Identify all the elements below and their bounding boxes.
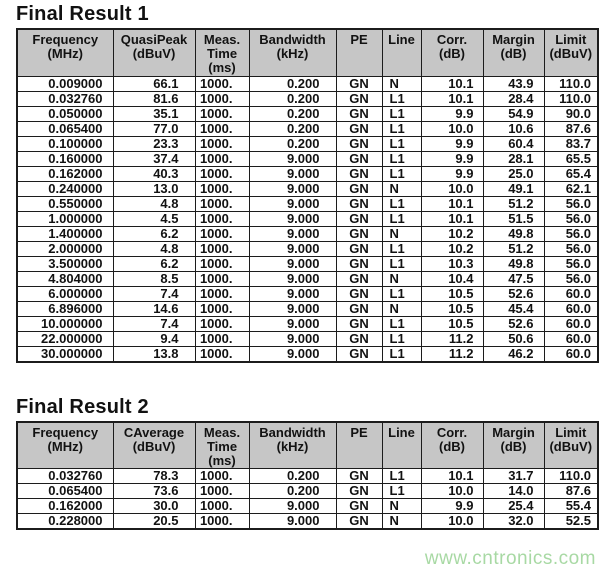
cell-caverage: 30.0 [113, 499, 195, 514]
cell-pe: GN [336, 196, 382, 211]
cell-frequency: 30.000000 [17, 346, 113, 362]
column-header-bandwidth: Bandwidth (kHz) [249, 29, 336, 76]
cell-meas-time: 1000. [195, 301, 249, 316]
cell-margin: 52.6 [483, 316, 544, 331]
cell-pe: GN [336, 166, 382, 181]
cell-quasipeak: 14.6 [113, 301, 195, 316]
cell-corr: 10.5 [421, 316, 483, 331]
cell-margin: 14.0 [483, 484, 544, 499]
cell-pe: GN [336, 514, 382, 530]
cell-margin: 49.8 [483, 256, 544, 271]
cell-corr: 10.0 [421, 514, 483, 530]
cell-margin: 51.2 [483, 196, 544, 211]
cell-pe: GN [336, 286, 382, 301]
column-header-limit: Limit (dBuV) [544, 422, 598, 469]
final-result-1-table [16, 28, 599, 363]
cell-meas-time: 1000. [195, 196, 249, 211]
cell-frequency: 3.500000 [17, 256, 113, 271]
cell-corr: 10.1 [421, 76, 483, 91]
cell-margin: 49.1 [483, 181, 544, 196]
cell-frequency: 0.050000 [17, 106, 113, 121]
cell-bandwidth: 9.000 [249, 331, 336, 346]
cell-line: L1 [382, 106, 421, 121]
cell-meas-time: 1000. [195, 121, 249, 136]
cell-limit: 62.1 [544, 181, 598, 196]
table-title-final-result-1: Final Result 1 [16, 3, 149, 25]
cell-frequency: 0.032760 [17, 91, 113, 106]
cell-line: L1 [382, 484, 421, 499]
table-row [17, 241, 598, 256]
cell-limit: 65.4 [544, 166, 598, 181]
cell-bandwidth: 9.000 [249, 271, 336, 286]
cell-corr: 10.3 [421, 256, 483, 271]
cell-corr: 10.1 [421, 469, 483, 484]
cell-meas-time: 1000. [195, 181, 249, 196]
cell-quasipeak: 4.8 [113, 241, 195, 256]
cell-limit: 56.0 [544, 211, 598, 226]
cell-margin: 51.2 [483, 241, 544, 256]
cell-corr: 10.5 [421, 286, 483, 301]
column-header-caverage: CAverage (dBuV) [113, 422, 195, 469]
column-header-frequency: Frequency (MHz) [17, 422, 113, 469]
table-body [17, 76, 598, 362]
cell-limit: 65.5 [544, 151, 598, 166]
table-row [17, 181, 598, 196]
cell-frequency: 22.000000 [17, 331, 113, 346]
table-row [17, 256, 598, 271]
table-row [17, 286, 598, 301]
cell-corr: 9.9 [421, 151, 483, 166]
cell-quasipeak: 37.4 [113, 151, 195, 166]
cell-quasipeak: 6.2 [113, 256, 195, 271]
cell-limit: 60.0 [544, 301, 598, 316]
cell-quasipeak: 6.2 [113, 226, 195, 241]
header-row [17, 422, 598, 469]
cell-line: N [382, 271, 421, 286]
cell-limit: 56.0 [544, 256, 598, 271]
cell-margin: 51.5 [483, 211, 544, 226]
table-row [17, 196, 598, 211]
table-row [17, 514, 598, 530]
table-row [17, 301, 598, 316]
cell-margin: 28.4 [483, 91, 544, 106]
table-row [17, 346, 598, 362]
cell-line: N [382, 76, 421, 91]
cell-margin: 25.4 [483, 499, 544, 514]
cell-line: L1 [382, 166, 421, 181]
cell-line: L1 [382, 316, 421, 331]
cell-corr: 10.0 [421, 181, 483, 196]
table-row [17, 166, 598, 181]
cell-line: L1 [382, 241, 421, 256]
final-result-2-table [16, 421, 599, 531]
watermark-text: www.cntronics.com [424, 548, 596, 569]
cell-quasipeak: 13.0 [113, 181, 195, 196]
header-row [17, 29, 598, 76]
table-row [17, 484, 598, 499]
cell-margin: 54.9 [483, 106, 544, 121]
column-header-line: Line [382, 29, 421, 76]
cell-margin: 10.6 [483, 121, 544, 136]
cell-line: L1 [382, 196, 421, 211]
cell-margin: 32.0 [483, 514, 544, 530]
cell-limit: 60.0 [544, 316, 598, 331]
cell-frequency: 0.240000 [17, 181, 113, 196]
cell-meas-time: 1000. [195, 106, 249, 121]
cell-meas-time: 1000. [195, 226, 249, 241]
cell-meas-time: 1000. [195, 241, 249, 256]
cell-quasipeak: 81.6 [113, 91, 195, 106]
cell-corr: 10.1 [421, 91, 483, 106]
cell-bandwidth: 9.000 [249, 499, 336, 514]
cell-bandwidth: 9.000 [249, 166, 336, 181]
cell-bandwidth: 9.000 [249, 151, 336, 166]
column-header-frequency: Frequency (MHz) [17, 29, 113, 76]
cell-margin: 52.6 [483, 286, 544, 301]
cell-pe: GN [336, 106, 382, 121]
table-row [17, 91, 598, 106]
cell-pe: GN [336, 136, 382, 151]
cell-meas-time: 1000. [195, 346, 249, 362]
cell-quasipeak: 23.3 [113, 136, 195, 151]
cell-limit: 60.0 [544, 286, 598, 301]
cell-limit: 87.6 [544, 121, 598, 136]
cell-bandwidth: 9.000 [249, 181, 336, 196]
table-row [17, 331, 598, 346]
cell-limit: 60.0 [544, 346, 598, 362]
cell-pe: GN [336, 256, 382, 271]
cell-pe: GN [336, 241, 382, 256]
column-header-margin: Margin (dB) [483, 422, 544, 469]
table-row [17, 226, 598, 241]
cell-meas-time: 1000. [195, 286, 249, 301]
cell-meas-time: 1000. [195, 256, 249, 271]
cell-bandwidth: 0.200 [249, 484, 336, 499]
cell-limit: 56.0 [544, 196, 598, 211]
cell-margin: 60.4 [483, 136, 544, 151]
column-header-pe: PE [336, 29, 382, 76]
table-row [17, 316, 598, 331]
cell-line: L1 [382, 256, 421, 271]
cell-frequency: 0.032760 [17, 469, 113, 484]
cell-pe: GN [336, 469, 382, 484]
cell-frequency: 0.160000 [17, 151, 113, 166]
cell-meas-time: 1000. [195, 166, 249, 181]
column-header-pe: PE [336, 422, 382, 469]
table-row [17, 76, 598, 91]
cell-bandwidth: 9.000 [249, 286, 336, 301]
cell-frequency: 0.009000 [17, 76, 113, 91]
column-header-limit: Limit (dBuV) [544, 29, 598, 76]
cell-meas-time: 1000. [195, 136, 249, 151]
final-result-1-section [16, 3, 600, 363]
cell-margin: 43.9 [483, 76, 544, 91]
cell-line: N [382, 301, 421, 316]
cell-quasipeak: 35.1 [113, 106, 195, 121]
cell-line: L1 [382, 121, 421, 136]
cell-frequency: 0.162000 [17, 499, 113, 514]
cell-line: L1 [382, 331, 421, 346]
cell-margin: 25.0 [483, 166, 544, 181]
cell-line: N [382, 514, 421, 530]
cell-corr: 10.0 [421, 121, 483, 136]
cell-bandwidth: 0.200 [249, 136, 336, 151]
cell-quasipeak: 4.5 [113, 211, 195, 226]
cell-line: L1 [382, 211, 421, 226]
cell-pe: GN [336, 271, 382, 286]
cell-limit: 110.0 [544, 469, 598, 484]
table-row [17, 121, 598, 136]
cell-corr: 10.4 [421, 271, 483, 286]
cell-bandwidth: 0.200 [249, 76, 336, 91]
cell-margin: 28.1 [483, 151, 544, 166]
cell-quasipeak: 13.8 [113, 346, 195, 362]
cell-line: L1 [382, 91, 421, 106]
cell-frequency: 0.065400 [17, 484, 113, 499]
cell-pe: GN [336, 181, 382, 196]
cell-margin: 47.5 [483, 271, 544, 286]
cell-quasipeak: 40.3 [113, 166, 195, 181]
cell-limit: 55.4 [544, 499, 598, 514]
cell-quasipeak: 4.8 [113, 196, 195, 211]
cell-quasipeak: 8.5 [113, 271, 195, 286]
cell-pe: GN [336, 316, 382, 331]
cell-pe: GN [336, 484, 382, 499]
cell-frequency: 0.065400 [17, 121, 113, 136]
cell-meas-time: 1000. [195, 484, 249, 499]
cell-quasipeak: 7.4 [113, 286, 195, 301]
cell-corr: 9.9 [421, 136, 483, 151]
cell-bandwidth: 9.000 [249, 211, 336, 226]
cell-limit: 87.6 [544, 484, 598, 499]
cell-bandwidth: 0.200 [249, 91, 336, 106]
cell-limit: 56.0 [544, 271, 598, 286]
cell-bandwidth: 0.200 [249, 469, 336, 484]
column-header-corr: Corr. (dB) [421, 29, 483, 76]
cell-line: N [382, 499, 421, 514]
cell-quasipeak: 9.4 [113, 331, 195, 346]
cell-limit: 110.0 [544, 91, 598, 106]
cell-corr: 10.1 [421, 196, 483, 211]
cell-corr: 10.2 [421, 226, 483, 241]
cell-corr: 9.9 [421, 166, 483, 181]
table-row [17, 106, 598, 121]
cell-margin: 46.2 [483, 346, 544, 362]
table-title-final-result-2: Final Result 2 [16, 395, 149, 418]
cell-bandwidth: 9.000 [249, 301, 336, 316]
cell-corr: 9.9 [421, 499, 483, 514]
cell-line: L1 [382, 469, 421, 484]
final-result-2-section [16, 396, 600, 531]
cell-corr: 10.2 [421, 241, 483, 256]
table-header [17, 422, 598, 469]
cell-bandwidth: 9.000 [249, 241, 336, 256]
cell-caverage: 78.3 [113, 469, 195, 484]
cell-meas-time: 1000. [195, 469, 249, 484]
cell-pe: GN [336, 499, 382, 514]
cell-meas-time: 1000. [195, 514, 249, 530]
cell-limit: 56.0 [544, 226, 598, 241]
cell-line: L1 [382, 346, 421, 362]
cell-frequency: 10.000000 [17, 316, 113, 331]
table-row [17, 136, 598, 151]
column-header-margin: Margin (dB) [483, 29, 544, 76]
table-body [17, 469, 598, 530]
cell-corr: 11.2 [421, 331, 483, 346]
cell-bandwidth: 9.000 [249, 316, 336, 331]
column-header-meas-time: Meas. Time (ms) [195, 29, 249, 76]
cell-pe: GN [336, 211, 382, 226]
cell-frequency: 1.000000 [17, 211, 113, 226]
cell-bandwidth: 9.000 [249, 346, 336, 362]
cell-meas-time: 1000. [195, 499, 249, 514]
cell-quasipeak: 7.4 [113, 316, 195, 331]
table-row [17, 499, 598, 514]
cell-pe: GN [336, 76, 382, 91]
cell-caverage: 20.5 [113, 514, 195, 530]
cell-margin: 31.7 [483, 469, 544, 484]
cell-frequency: 0.100000 [17, 136, 113, 151]
cell-frequency: 4.804000 [17, 271, 113, 286]
cell-bandwidth: 0.200 [249, 106, 336, 121]
cell-corr: 11.2 [421, 346, 483, 362]
cell-pe: GN [336, 121, 382, 136]
cell-limit: 110.0 [544, 76, 598, 91]
cell-corr: 10.0 [421, 484, 483, 499]
cell-line: L1 [382, 136, 421, 151]
cell-meas-time: 1000. [195, 331, 249, 346]
cell-frequency: 0.228000 [17, 514, 113, 530]
cell-quasipeak: 66.1 [113, 76, 195, 91]
cell-pe: GN [336, 301, 382, 316]
cell-line: L1 [382, 151, 421, 166]
cell-limit: 83.7 [544, 136, 598, 151]
table-header [17, 29, 598, 76]
cell-margin: 49.8 [483, 226, 544, 241]
cell-bandwidth: 9.000 [249, 196, 336, 211]
cell-meas-time: 1000. [195, 151, 249, 166]
cell-meas-time: 1000. [195, 271, 249, 286]
table-row [17, 469, 598, 484]
cell-pe: GN [336, 331, 382, 346]
cell-pe: GN [336, 151, 382, 166]
cell-pe: GN [336, 346, 382, 362]
cell-corr: 10.5 [421, 301, 483, 316]
cell-quasipeak: 77.0 [113, 121, 195, 136]
cell-line: L1 [382, 286, 421, 301]
column-header-bandwidth: Bandwidth (kHz) [249, 422, 336, 469]
cell-meas-time: 1000. [195, 316, 249, 331]
column-header-quasipeak: QuasiPeak (dBuV) [113, 29, 195, 76]
cell-bandwidth: 0.200 [249, 121, 336, 136]
cell-margin: 50.6 [483, 331, 544, 346]
cell-line: N [382, 226, 421, 241]
cell-bandwidth: 9.000 [249, 514, 336, 530]
cell-meas-time: 1000. [195, 76, 249, 91]
cell-meas-time: 1000. [195, 91, 249, 106]
cell-bandwidth: 9.000 [249, 226, 336, 241]
column-header-corr: Corr. (dB) [421, 422, 483, 469]
cell-corr: 9.9 [421, 106, 483, 121]
cell-corr: 10.1 [421, 211, 483, 226]
cell-limit: 90.0 [544, 106, 598, 121]
cell-pe: GN [336, 226, 382, 241]
cell-limit: 60.0 [544, 331, 598, 346]
cell-limit: 56.0 [544, 241, 598, 256]
table-row [17, 271, 598, 286]
cell-meas-time: 1000. [195, 211, 249, 226]
cell-line: N [382, 181, 421, 196]
cell-bandwidth: 9.000 [249, 256, 336, 271]
cell-frequency: 0.162000 [17, 166, 113, 181]
cell-margin: 45.4 [483, 301, 544, 316]
cell-pe: GN [336, 91, 382, 106]
cell-frequency: 6.000000 [17, 286, 113, 301]
cell-limit: 52.5 [544, 514, 598, 530]
cell-frequency: 2.000000 [17, 241, 113, 256]
column-header-line: Line [382, 422, 421, 469]
cell-frequency: 6.896000 [17, 301, 113, 316]
cell-caverage: 73.6 [113, 484, 195, 499]
column-header-meas-time: Meas. Time (ms) [195, 422, 249, 469]
table-row [17, 211, 598, 226]
cell-frequency: 0.550000 [17, 196, 113, 211]
table-row [17, 151, 598, 166]
cell-frequency: 1.400000 [17, 226, 113, 241]
